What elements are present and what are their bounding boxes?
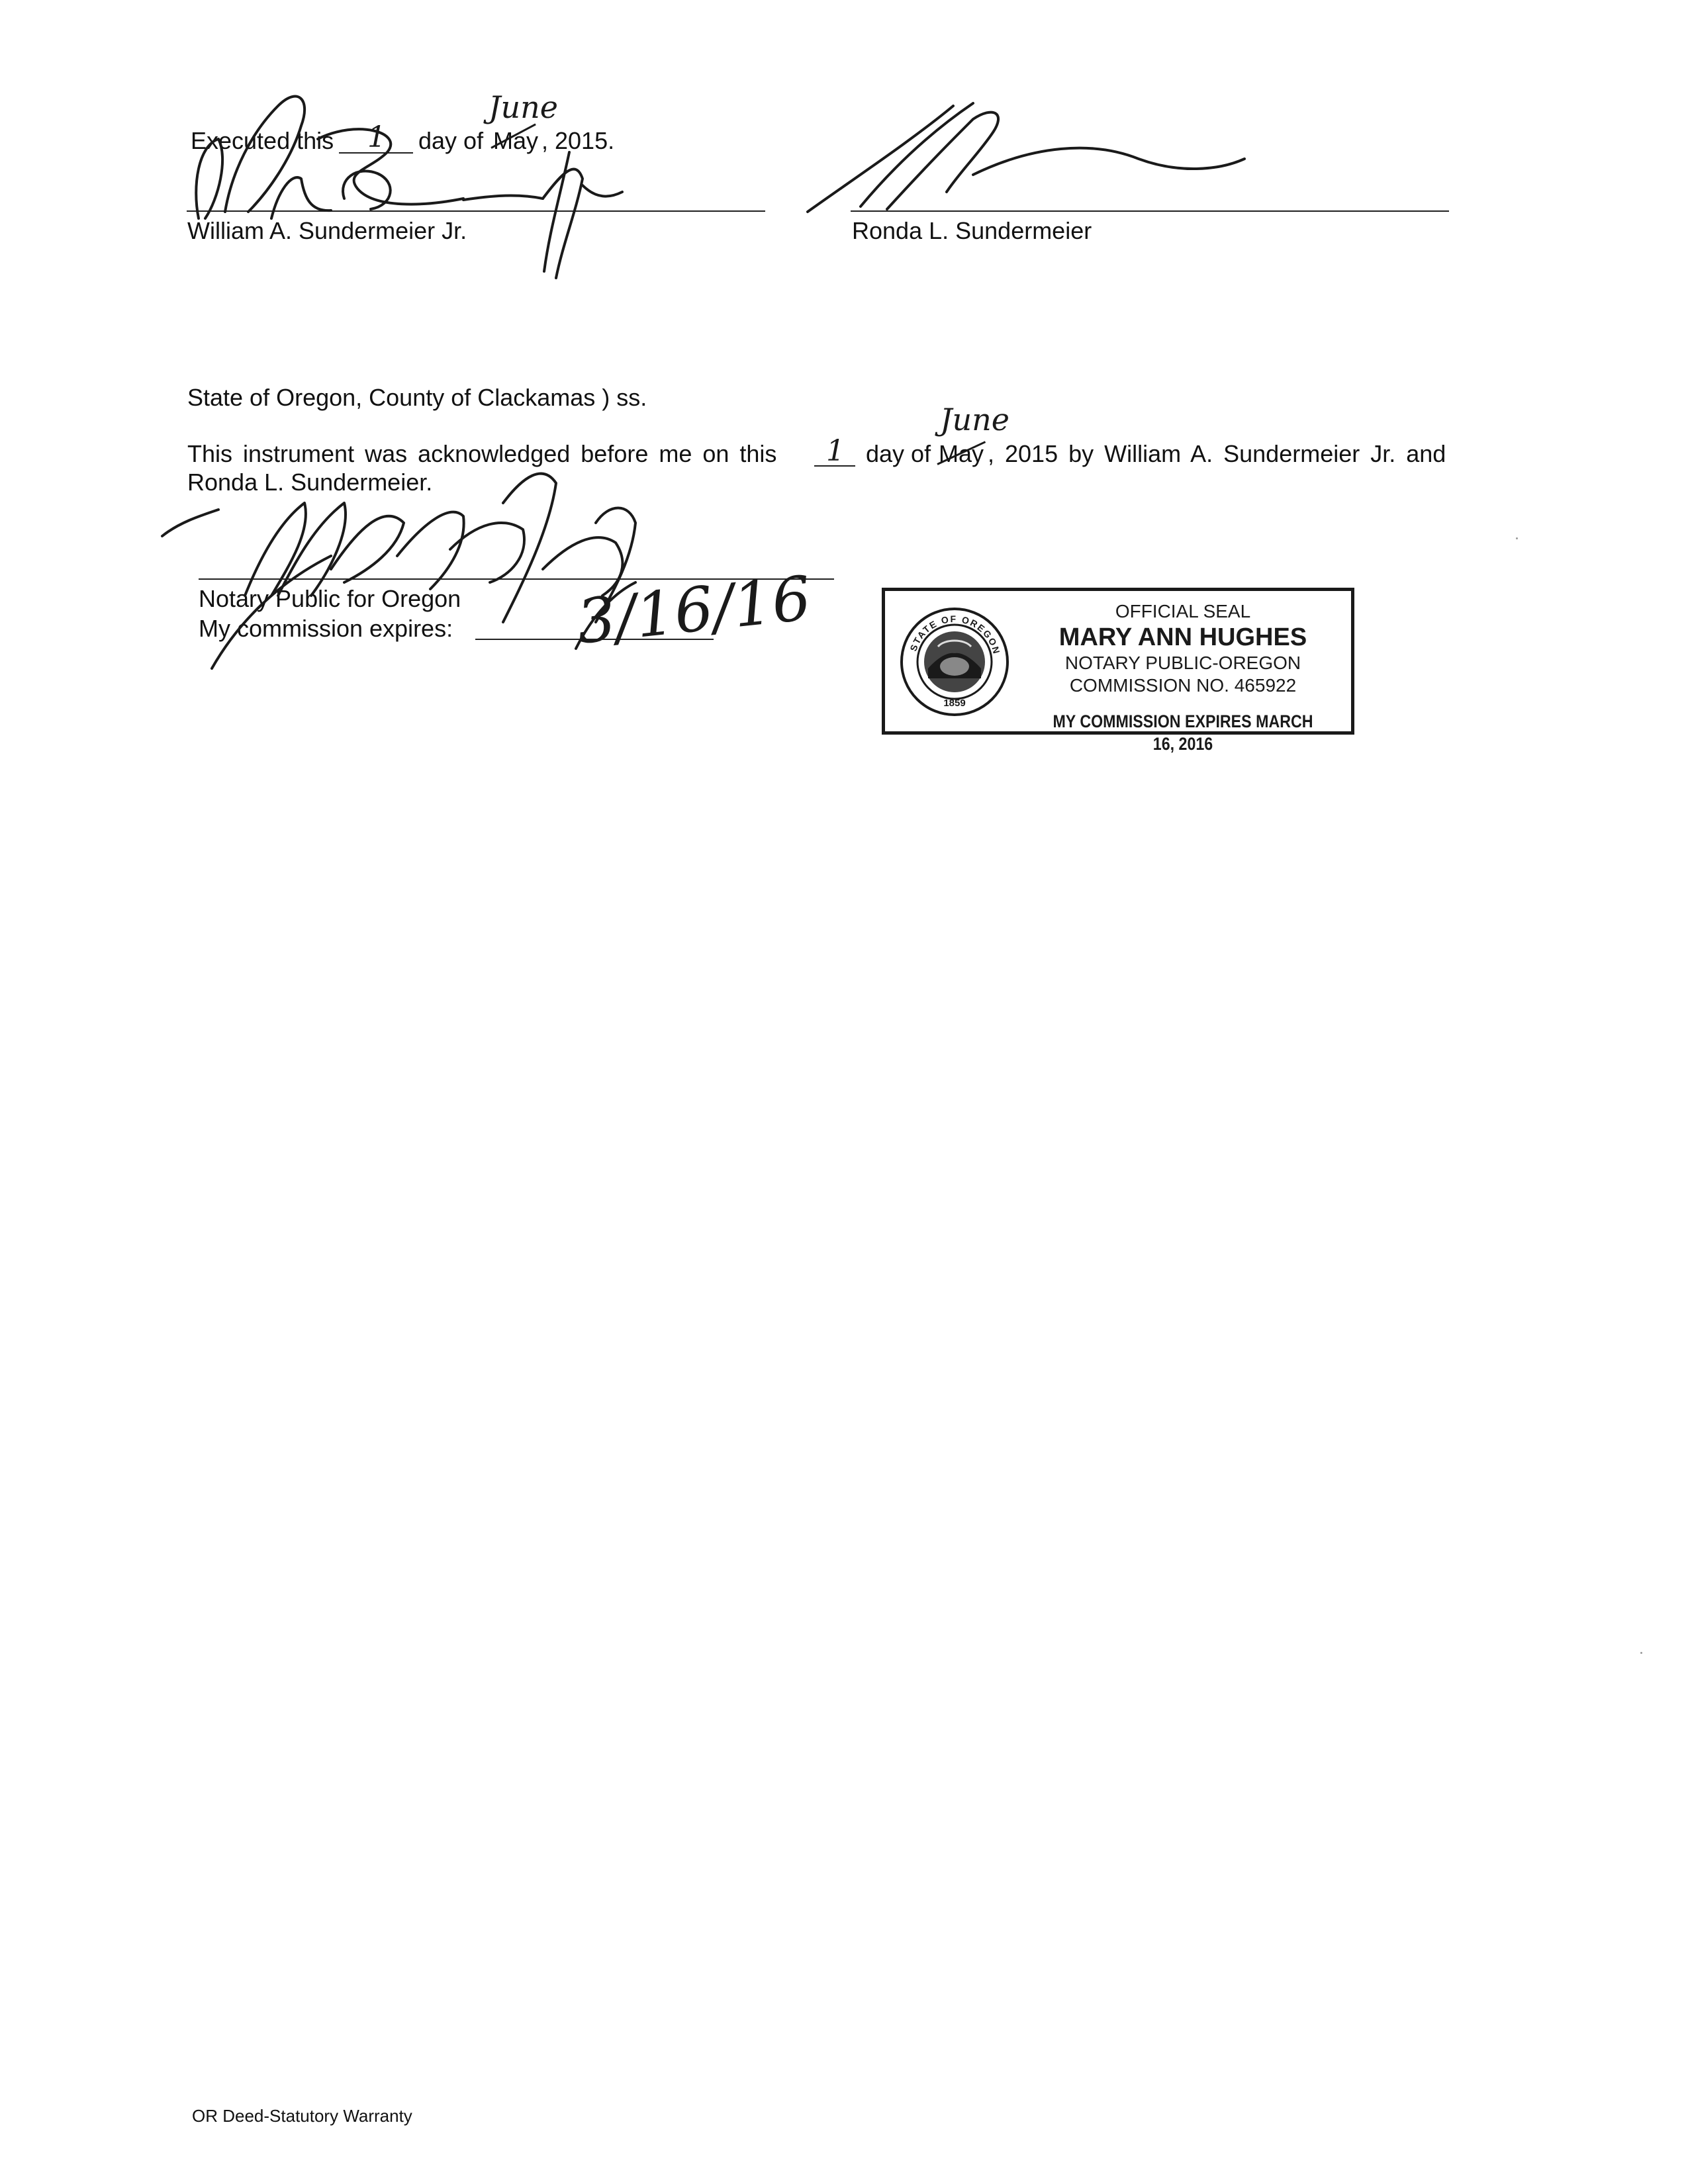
signer1-signature-scribble [196,97,622,278]
seal-commission-number: COMMISSION NO. 465922 [1069,675,1297,696]
ack-part3: , 2015 by William A. Sundermeier Jr. and [988,440,1446,467]
notary-expires-label: My commission expires: [199,615,453,642]
signer2-signature-scribble [808,103,1244,212]
seal-emblem-arc-text: STATE OF OREGON [908,613,1003,657]
ack-month-handwritten: June [940,402,1009,437]
signer1-name: William A. Sundermeier Jr. [187,217,467,244]
form-name-footer: OR Deed-Statutory Warranty [192,2106,412,2126]
ack-month-struck: May [939,440,984,467]
scan-speck [1640,1652,1642,1654]
signer2-name: Ronda L. Sundermeier [852,217,1092,244]
execution-day-handwritten: 1 [367,120,386,154]
notary-signature-line [199,578,834,580]
signer1-signature-line [187,210,765,212]
notary-title: Notary Public for Oregon [199,585,461,612]
oregon-state-seal-icon [898,606,1011,718]
execution-year: , 2015. [541,127,615,154]
venue-line: State of Oregon, County of Clackamas ) ss. [187,384,647,411]
ack-day-handwritten: 1 [826,434,845,468]
seal-emblem-year: 1859 [943,698,966,709]
execution-day-blank [339,152,413,154]
notary-expires-blank [475,639,714,640]
notary-seal-stamp [882,588,1354,754]
ack-line2: Ronda L. Sundermeier. [187,469,433,496]
seal-notary-title: NOTARY PUBLIC-OREGON [1064,653,1301,673]
execution-month-struck: May [493,127,539,154]
seal-notary-name: MARY ANN HUGHES [1058,623,1307,651]
ack-day-of: day of [866,440,931,467]
seal-text-block [1017,600,1348,754]
seal-heading: OFFICIAL SEAL [1115,601,1251,621]
execution-month-handwritten: June [489,89,558,125]
execution-day-of: day of [418,127,484,154]
seal-commission-expiry: MY COMMISSION EXPIRES MARCH 16, 2016 [1053,711,1313,754]
signer2-signature-line [851,210,1449,212]
execution-prefix: Executed this [191,127,334,154]
ack-part1: This instrument was acknowledged before me on this [187,440,777,467]
scan-speck [1516,537,1518,539]
notary-expires-handwritten: 3/16/16 [573,563,815,658]
ack-day-blank [814,465,855,467]
